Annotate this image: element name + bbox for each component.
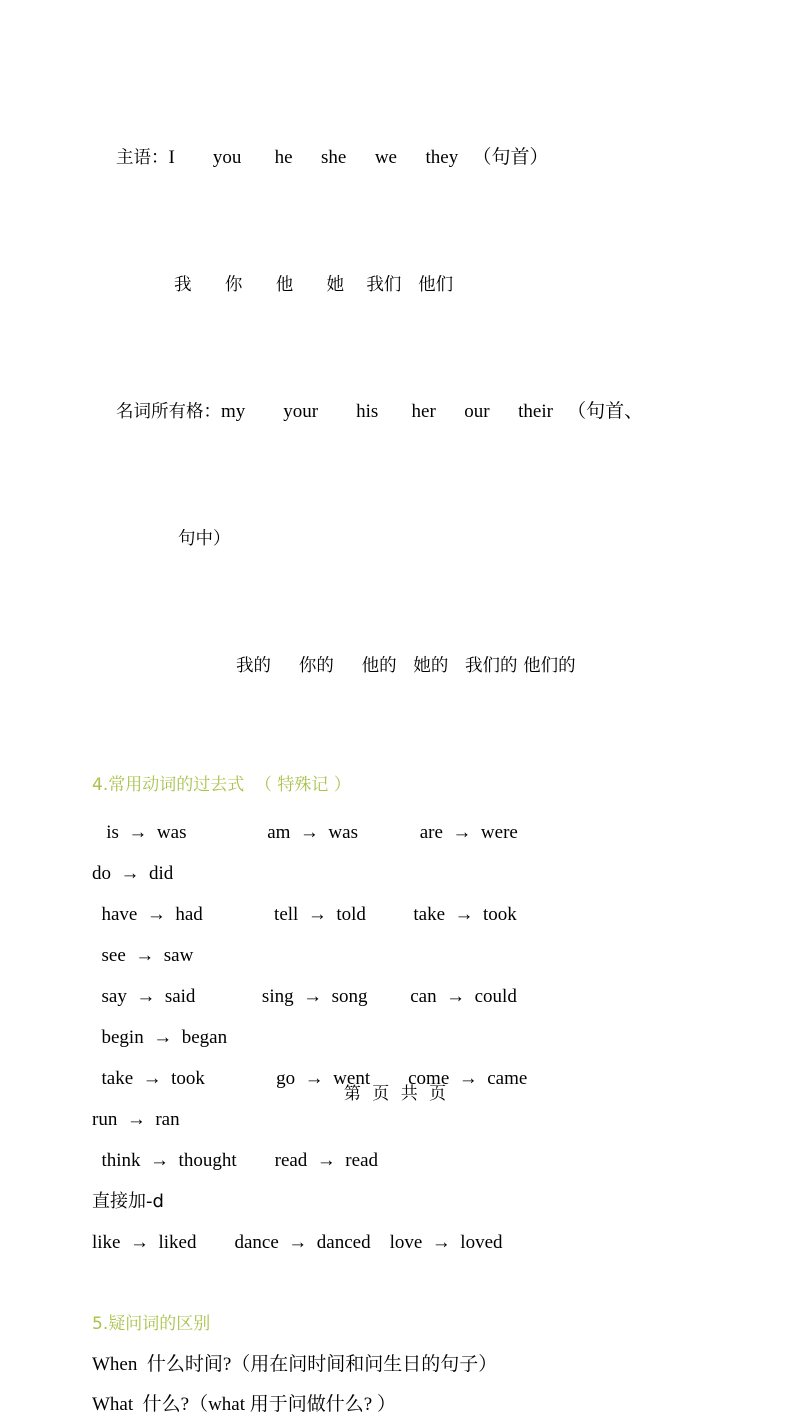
verb-line: have → had tell → told take → took	[92, 904, 517, 925]
verb-line: see → saw	[92, 945, 194, 966]
verb-line: say → said sing → song can → could	[92, 986, 517, 1007]
possessive-row-cn-cont	[92, 476, 721, 603]
section-5-heading: 5.疑问词的区别	[92, 1314, 211, 1334]
subject-row	[92, 95, 721, 222]
subject-label: 主语：	[116, 148, 169, 168]
possessive-cn-continuation: 句中）	[178, 529, 231, 549]
verb-line: take → took go → went come → came	[92, 1068, 528, 1089]
verb-line: do → did	[92, 863, 174, 884]
subject-pronouns-en: I you he she we they （句首）	[168, 147, 549, 168]
subject-row-cn	[92, 222, 721, 349]
verb-line: think → thought read → read	[92, 1150, 379, 1171]
regular-past-subheading: 直接加-d	[92, 1191, 164, 1212]
possessive-label: 名词所有格：	[116, 402, 221, 422]
possessive-pronouns-cn: 我的 你的 他的 她的 我们的 他们的	[236, 656, 576, 676]
possessive-row	[92, 349, 721, 476]
question-word-line: When 什么时间?（用在问时间和问生日的句子）	[92, 1354, 498, 1375]
possessive-pronouns-en: my your his her our their （句首、	[221, 401, 644, 422]
verb-line: run → ran	[92, 1109, 180, 1130]
verb-line: begin → began	[92, 1027, 228, 1048]
possessive-row-cn	[92, 603, 721, 730]
section-4-heading: 4.常用动词的过去式 （ 特殊记 ）	[92, 775, 351, 795]
question-word-line: What 什么?（what 用于问做什么? ）	[92, 1394, 396, 1415]
regular-past-line: like → liked dance → danced love → loved	[92, 1232, 503, 1253]
page-footer: 第 页 共 页	[343, 1084, 450, 1104]
subject-pronouns-cn: 我 你 他 她 我们 他们	[174, 275, 454, 295]
verb-line: is → was am → was are → were	[92, 822, 518, 843]
pronoun-table	[92, 95, 721, 730]
